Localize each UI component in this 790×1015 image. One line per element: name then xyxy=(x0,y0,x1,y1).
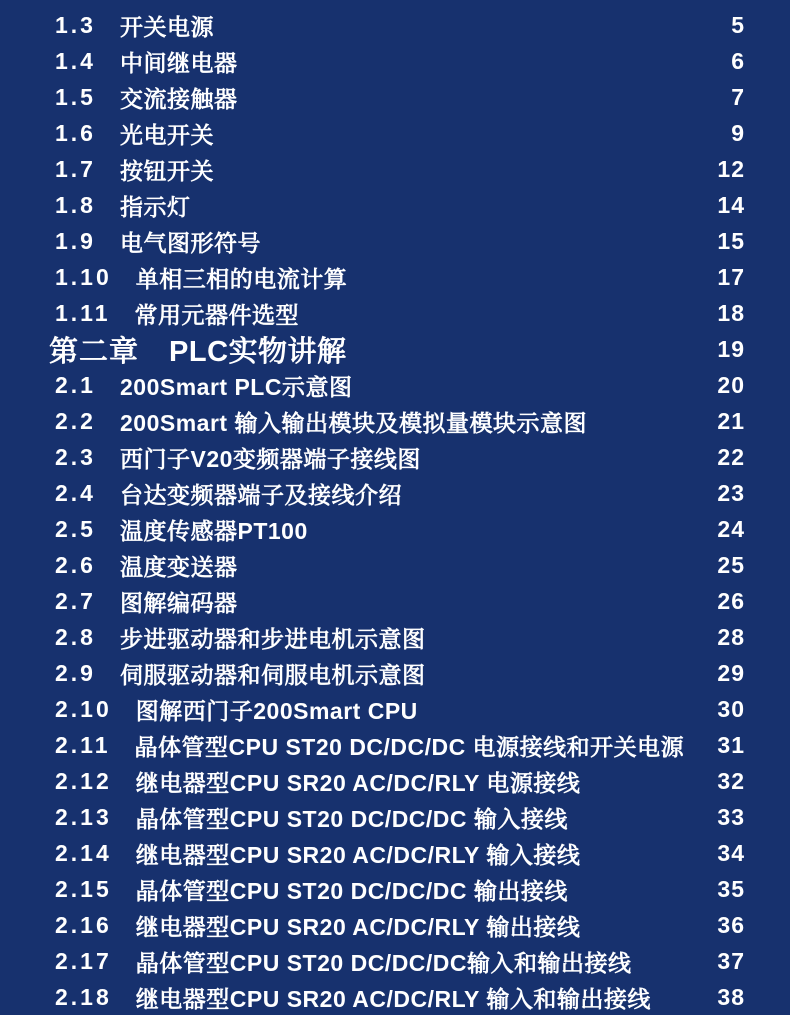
toc-entry-page-number: 9 xyxy=(731,119,745,146)
toc-entry-title: PLC实物讲解 xyxy=(169,335,347,368)
toc-entry[interactable] xyxy=(55,259,745,295)
toc-entry-number: 第二章 xyxy=(49,335,140,368)
toc-entry-page-number: 25 xyxy=(717,551,745,578)
toc-entry-title: 晶体管型CPU ST20 DC/DC/DC输入和输出接线 xyxy=(135,949,632,976)
toc-entry-number: 2.7 xyxy=(55,587,96,614)
toc-entry[interactable] xyxy=(55,43,745,79)
toc-entry-title: 单相三相的电流计算 xyxy=(135,265,348,292)
toc-entry-number: 2.2 xyxy=(55,407,96,434)
toc-entry[interactable] xyxy=(55,871,745,907)
toc-entry-page-number: 33 xyxy=(717,803,745,830)
toc-entry-page-number: 21 xyxy=(717,407,745,434)
toc-entry-title: 台达变频器端子及接线介绍 xyxy=(119,481,402,508)
toc-entry-page-number: 23 xyxy=(717,479,745,506)
toc-entry[interactable] xyxy=(55,187,745,223)
toc-entry[interactable] xyxy=(55,115,745,151)
toc-entry-number: 1.6 xyxy=(55,119,96,146)
toc-entry-page-number: 20 xyxy=(717,371,745,398)
toc-entry-title: 指示灯 xyxy=(119,193,191,220)
toc-entry-title: 交流接触器 xyxy=(119,85,238,112)
toc-entry-number: 2.16 xyxy=(55,911,112,938)
toc-entry[interactable] xyxy=(55,439,745,475)
toc-entry-title: 继电器型CPU SR20 AC/DC/RLY 输出接线 xyxy=(135,913,581,940)
toc-chapter-entry[interactable] xyxy=(49,331,745,368)
toc-entry-number: 2.17 xyxy=(55,947,112,974)
toc-entry-page-number: 30 xyxy=(717,695,745,722)
toc-entry-page-number: 6 xyxy=(731,47,745,74)
toc-entry[interactable] xyxy=(55,367,745,403)
toc-entry-number: 1.10 xyxy=(55,263,112,290)
toc-entry-page-number: 18 xyxy=(717,299,745,326)
toc-entry-title: 继电器型CPU SR20 AC/DC/RLY 输入和输出接线 xyxy=(135,985,651,1012)
toc-entry-title: 中间继电器 xyxy=(119,49,238,76)
toc-entry[interactable] xyxy=(55,475,745,511)
toc-entry-title: 开关电源 xyxy=(119,13,214,40)
toc-entry-title: 温度变送器 xyxy=(119,553,238,580)
toc-entry-number: 2.15 xyxy=(55,875,112,902)
toc-entry-page-number: 38 xyxy=(717,983,745,1010)
toc-entry-title: 西门子V20变频器端子接线图 xyxy=(119,445,421,472)
toc-entry-page-number: 14 xyxy=(717,191,745,218)
toc-entry-page-number: 34 xyxy=(717,839,745,866)
toc-entry-title: 继电器型CPU SR20 AC/DC/RLY 输入接线 xyxy=(135,841,581,868)
toc-entry-number: 2.18 xyxy=(55,983,112,1010)
toc-entry-title: 200Smart PLC示意图 xyxy=(119,373,353,400)
toc-entry-page-number: 5 xyxy=(731,11,745,38)
toc-entry-title: 图解编码器 xyxy=(119,589,238,616)
toc-entry-page-number: 32 xyxy=(717,767,745,794)
toc-entry-title: 光电开关 xyxy=(119,121,214,148)
toc-entry-page-number: 36 xyxy=(717,911,745,938)
toc-entry-title: 晶体管型CPU ST20 DC/DC/DC 输出接线 xyxy=(135,877,568,904)
toc-entry-page-number: 31 xyxy=(717,731,745,758)
toc-entry[interactable] xyxy=(55,583,745,619)
toc-entry-number: 2.3 xyxy=(55,443,96,470)
toc-entry-page-number: 29 xyxy=(717,659,745,686)
toc-entry-title: 晶体管型CPU ST20 DC/DC/DC 电源接线和开关电源 xyxy=(134,733,685,760)
toc-entry-page-number: 28 xyxy=(717,623,745,650)
toc-entry[interactable] xyxy=(55,835,745,871)
toc-entry-page-number: 26 xyxy=(717,587,745,614)
toc-entry-number: 2.11 xyxy=(55,731,111,758)
toc-entry[interactable] xyxy=(55,799,745,835)
toc-entry-number: 2.10 xyxy=(55,695,112,722)
toc-entry-title: 晶体管型CPU ST20 DC/DC/DC 输入接线 xyxy=(135,805,568,832)
toc-entry-number: 1.3 xyxy=(55,11,96,38)
toc-entry-number: 1.8 xyxy=(55,191,96,218)
toc-entry[interactable] xyxy=(55,547,745,583)
toc-entry[interactable] xyxy=(55,727,745,763)
toc-entry-number: 1.5 xyxy=(55,83,96,110)
toc-entry-title: 200Smart 输入输出模块及模拟量模块示意图 xyxy=(119,409,587,436)
toc-entry[interactable] xyxy=(55,943,745,979)
toc-entry[interactable] xyxy=(55,763,745,799)
toc-entry-title: 伺服驱动器和伺服电机示意图 xyxy=(119,661,426,688)
toc-entry-page-number: 15 xyxy=(717,227,745,254)
toc-entry[interactable] xyxy=(55,979,745,1015)
toc-entry-page-number: 35 xyxy=(717,875,745,902)
toc-entry[interactable] xyxy=(55,511,745,547)
toc-entry-number: 2.14 xyxy=(55,839,112,866)
toc-entry-number: 2.9 xyxy=(55,659,96,686)
toc-entry-number: 2.12 xyxy=(55,767,112,794)
toc-entry-number: 2.13 xyxy=(55,803,112,830)
toc-entry-page-number: 17 xyxy=(717,263,745,290)
toc-entry-title: 温度传感器PT100 xyxy=(119,517,308,544)
toc-entry-page-number: 24 xyxy=(717,515,745,542)
toc-entry-title: 步进驱动器和步进电机示意图 xyxy=(119,625,426,652)
toc-entry-title: 按钮开关 xyxy=(119,157,214,184)
toc-entry-page-number: 7 xyxy=(731,83,745,110)
toc-entry[interactable] xyxy=(55,907,745,943)
toc-entry-number: 2.8 xyxy=(55,623,96,650)
toc-entry-number: 1.4 xyxy=(55,47,96,74)
toc-entry-title: 常用元器件选型 xyxy=(134,301,299,328)
toc-entry[interactable] xyxy=(55,151,745,187)
toc-entry[interactable] xyxy=(55,7,745,43)
toc-entry-title: 继电器型CPU SR20 AC/DC/RLY 电源接线 xyxy=(135,769,581,796)
toc-entry[interactable] xyxy=(55,403,745,439)
toc-entry-number: 2.6 xyxy=(55,551,96,578)
toc-entry-number: 2.1 xyxy=(55,371,96,398)
toc-entry[interactable] xyxy=(55,223,745,259)
toc-entry[interactable] xyxy=(55,691,745,727)
toc-entry-number: 2.4 xyxy=(55,479,96,506)
toc-entry-page-number: 22 xyxy=(717,443,745,470)
toc-entry-title: 图解西门子200Smart CPU xyxy=(135,697,418,724)
toc-entry-page-number: 37 xyxy=(717,947,745,974)
toc-entry-page-number: 19 xyxy=(717,335,745,362)
toc-entry-number: 2.5 xyxy=(55,515,96,542)
toc-entry-number: 1.9 xyxy=(55,227,96,254)
toc-entry[interactable] xyxy=(55,655,745,691)
toc-entry-title: 电气图形符号 xyxy=(119,229,261,256)
toc-entry[interactable] xyxy=(55,79,745,115)
toc-entry[interactable] xyxy=(55,295,745,331)
toc-entry[interactable] xyxy=(55,619,745,655)
toc-entry-number: 1.11 xyxy=(55,299,111,326)
toc-entry-page-number: 12 xyxy=(717,155,745,182)
toc-entry-number: 1.7 xyxy=(55,155,96,182)
